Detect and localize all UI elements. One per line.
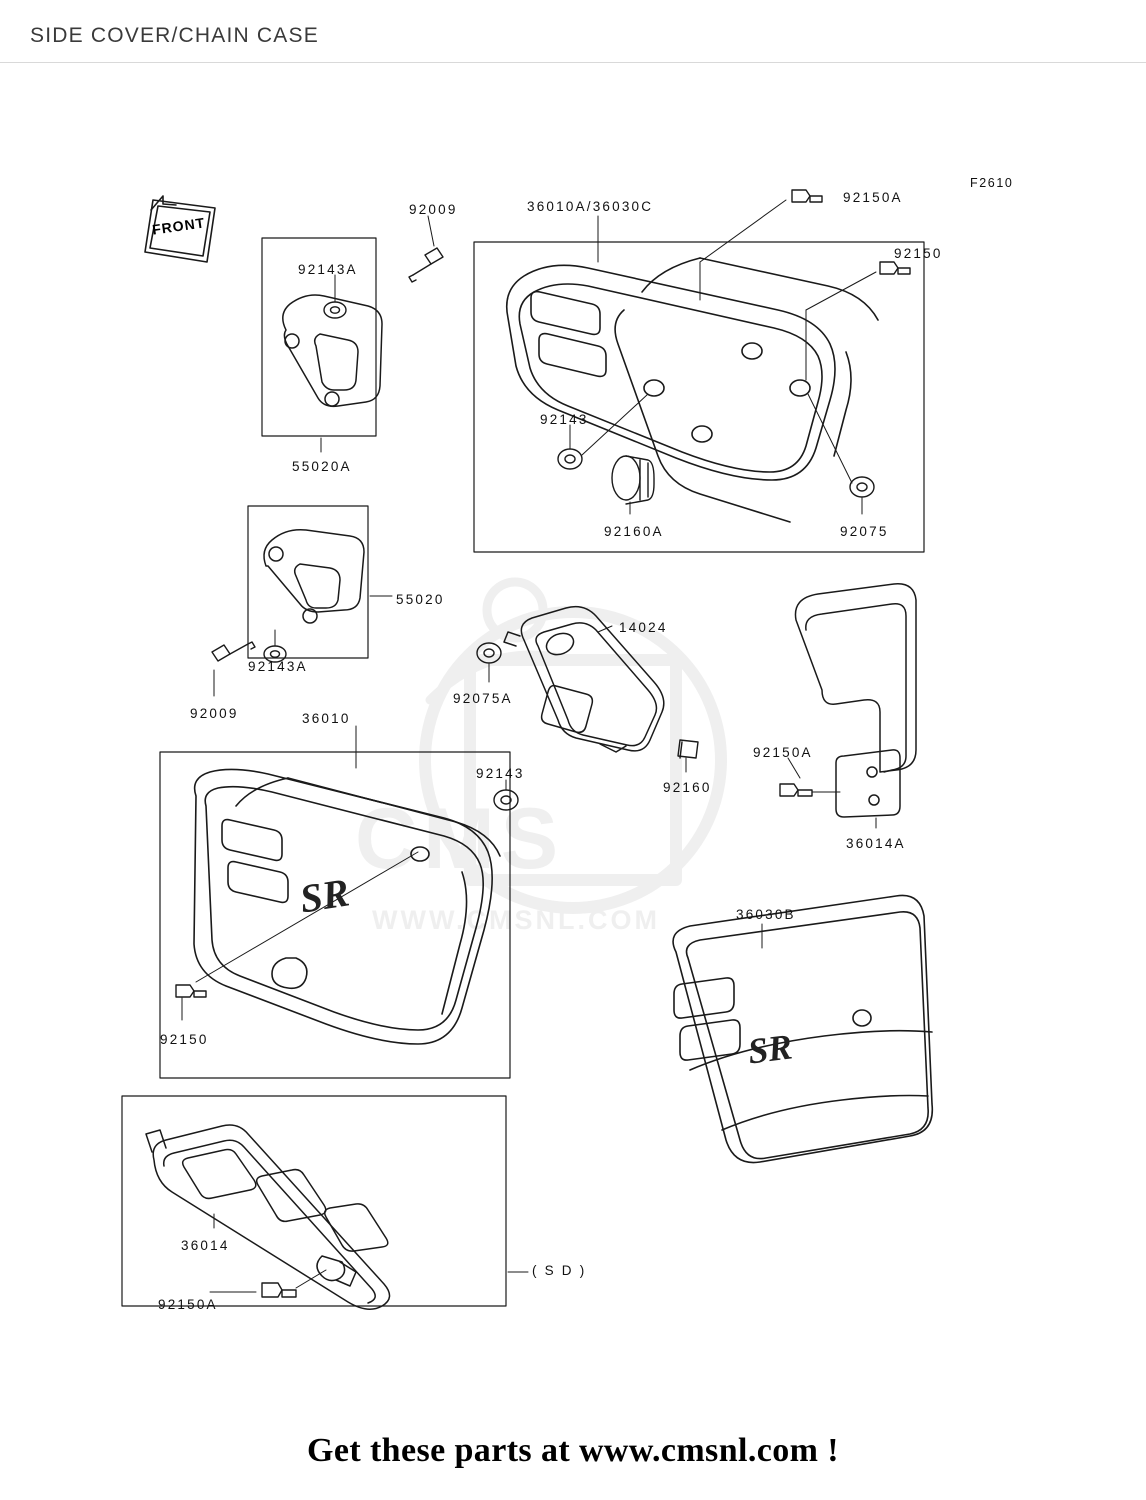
part-label-92160a[interactable]: 92160A (604, 524, 664, 539)
part-label-92150-top[interactable]: 92150 (894, 246, 943, 261)
part-label-55020a[interactable]: 55020A (292, 459, 352, 474)
part-label-92150a-top[interactable]: 92150A (843, 190, 903, 205)
sd-note: ( S D ) (532, 1263, 587, 1278)
part-label-92075a[interactable]: 92075A (453, 691, 513, 706)
part-label-36030b[interactable]: 36030B (736, 907, 796, 922)
part-label-36010a-36030c[interactable]: 36010A/36030C (527, 199, 654, 214)
footer-promo: Get these parts at www.cmsnl.com ! (306, 1432, 839, 1469)
part-label-92150-lower[interactable]: 92150 (160, 1032, 209, 1047)
part-label-92143a-mid[interactable]: 92143A (248, 659, 308, 674)
watermark-url: WWW.CMSNL.COM (372, 905, 660, 935)
part-label-92160[interactable]: 92160 (663, 780, 712, 795)
front-direction-label: FRONT (151, 214, 207, 238)
part-label-55020[interactable]: 55020 (396, 592, 445, 607)
part-label-92075[interactable]: 92075 (840, 524, 889, 539)
part-label-36014a[interactable]: 36014A (846, 836, 906, 851)
sr-logo-left-cover: SR (296, 869, 353, 922)
part-label-14024[interactable]: 14024 (619, 620, 668, 635)
part-label-92143-lower[interactable]: 92143 (476, 766, 525, 781)
part-label-92150a-bottom[interactable]: 92150A (158, 1297, 218, 1312)
watermark-logo: CMS (355, 791, 565, 887)
page-title: SIDE COVER/CHAIN CASE (30, 24, 319, 47)
part-label-92150a-right[interactable]: 92150A (753, 745, 813, 760)
part-label-92143-upper[interactable]: 92143 (540, 412, 589, 427)
figure-code: F2610 (970, 176, 1014, 190)
part-label-92009-top[interactable]: 92009 (409, 202, 458, 217)
part-label-36010[interactable]: 36010 (302, 711, 351, 726)
sr-logo-right-cover: SR (745, 1026, 795, 1072)
part-label-36014[interactable]: 36014 (181, 1238, 230, 1253)
part-label-92009-mid[interactable]: 92009 (190, 706, 239, 721)
part-label-92143a-top[interactable]: 92143A (298, 262, 358, 277)
